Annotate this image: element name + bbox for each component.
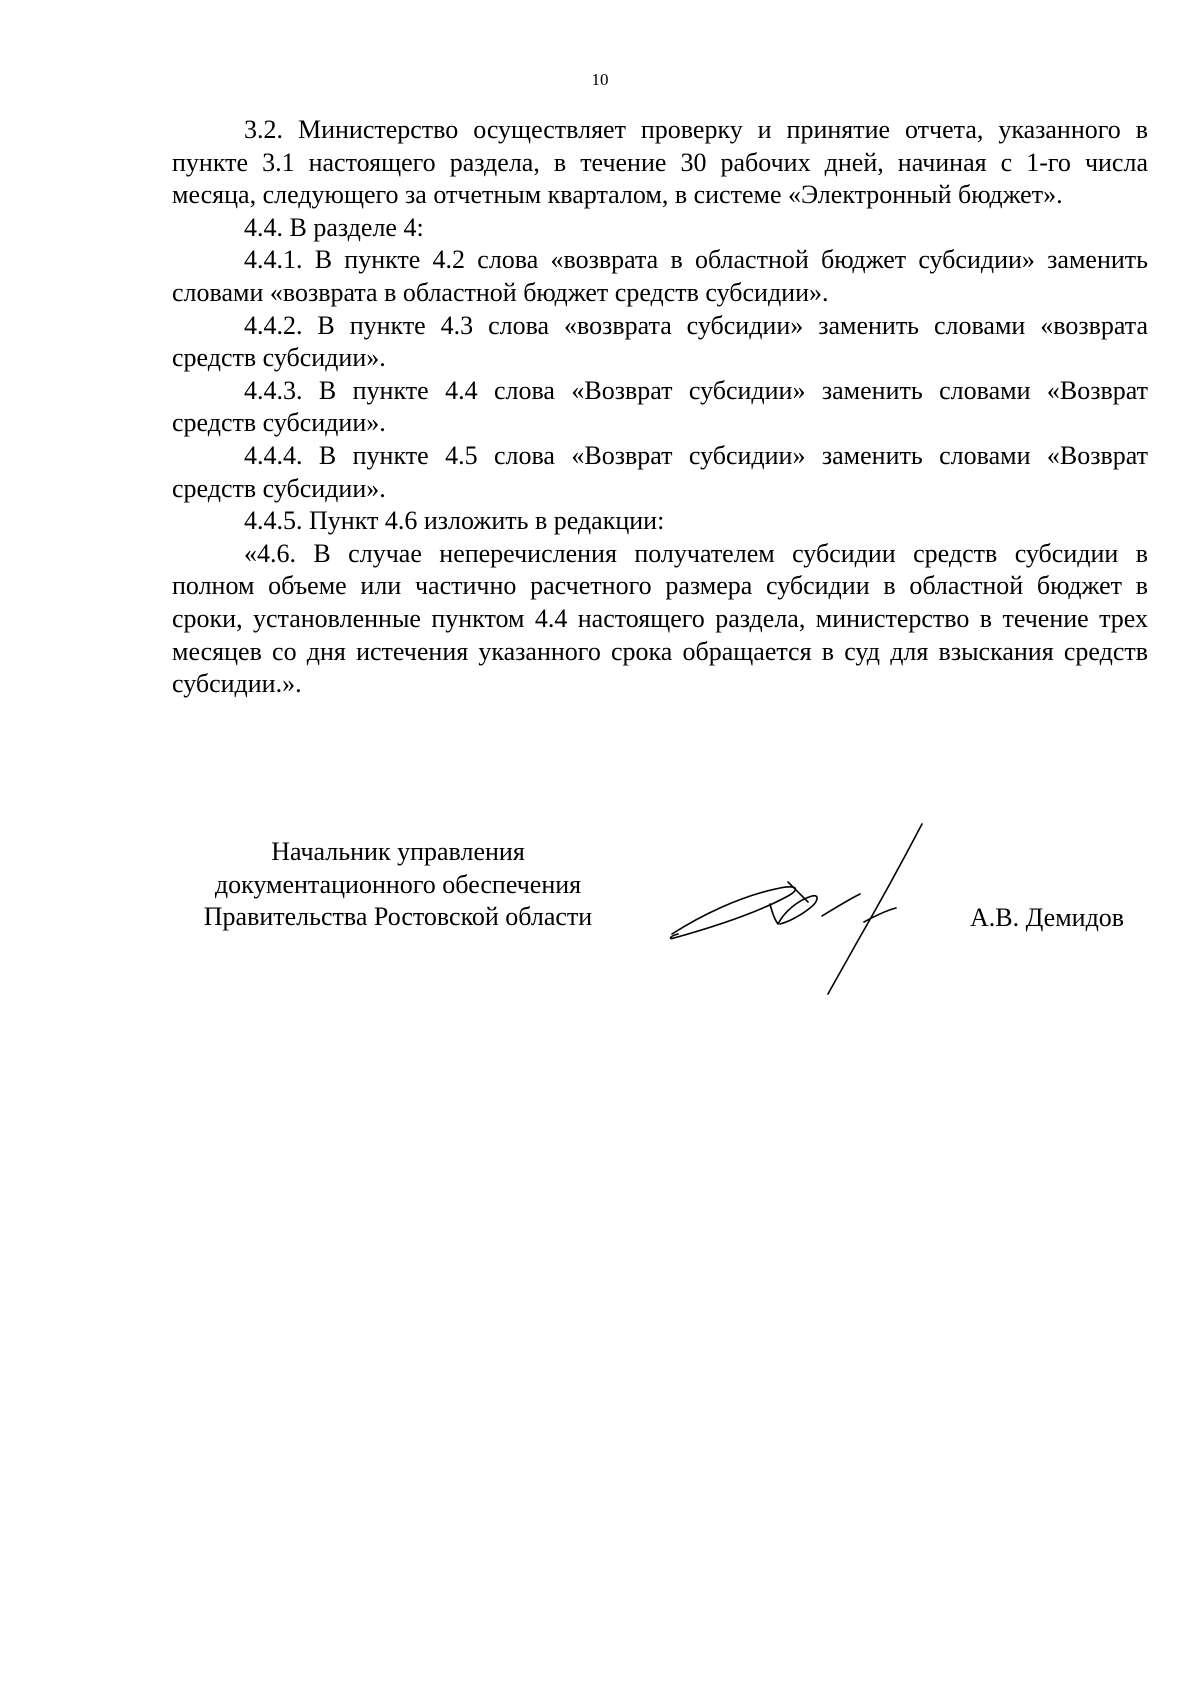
paragraph-4-4-5: 4.4.5. Пункт 4.6 изложить в редакции: bbox=[244, 506, 665, 536]
paragraph-3-2: 3.2. Министерство осуществляет проверку и принятие отчета, указанного в пункте 3.1 настоящего раздела, в течение 30 рабочих дней, начиная с 1-го числа месяца, следующего за отчетным кварталом, в системе «Электронный бюджет». bbox=[172, 115, 1148, 210]
paragraph-4-4-3: 4.4.3. В пункте 4.4 слова «Возврат субсидии» заменить словами «Возврат средств субсидии». bbox=[172, 375, 1148, 438]
signature-block bbox=[0, 836, 1200, 996]
document-body bbox=[172, 114, 1148, 701]
signatory-title-line: Правительства Ростовской области bbox=[203, 902, 593, 932]
paragraph-4-4: 4.4. В разделе 4: bbox=[244, 212, 424, 242]
signatory-title-line: документационного обеспечения bbox=[214, 869, 582, 899]
paragraph-4-4-1: 4.4.1. В пункте 4.2 слова «возврата в областной бюджет субсидии» заменить словами «возврата в областной бюджет средств субсидии». bbox=[172, 245, 1148, 307]
handwritten-signature bbox=[660, 816, 960, 1001]
paragraph-4-4-4: 4.4.4. В пункте 4.5 слова «Возврат субсидии» заменить словами «Возврат средств субсидии». bbox=[172, 440, 1148, 503]
signatory-name: А.В. Демидов bbox=[970, 903, 1125, 932]
paragraph-4-4-2: 4.4.2. В пункте 4.3 слова «возврата субсидии» заменить словами «возврата средств субсидии». bbox=[172, 310, 1148, 373]
paragraph-4-6-quote: «4.6. В случае неперечисления получателем субсидии средств субсидии в полном объеме или частично расчетного размера субсидии в областной бюджет в сроки, установленные пунктом 4.4 настоящего раздела, министерство в течение трех месяцев со дня истечения указанного срока обращается в суд для взыскания средств субсидии.». bbox=[172, 538, 1148, 699]
page-number: 10 bbox=[591, 70, 609, 89]
signatory-title-line: Начальник управления bbox=[271, 837, 525, 866]
signatory-title bbox=[178, 836, 618, 934]
